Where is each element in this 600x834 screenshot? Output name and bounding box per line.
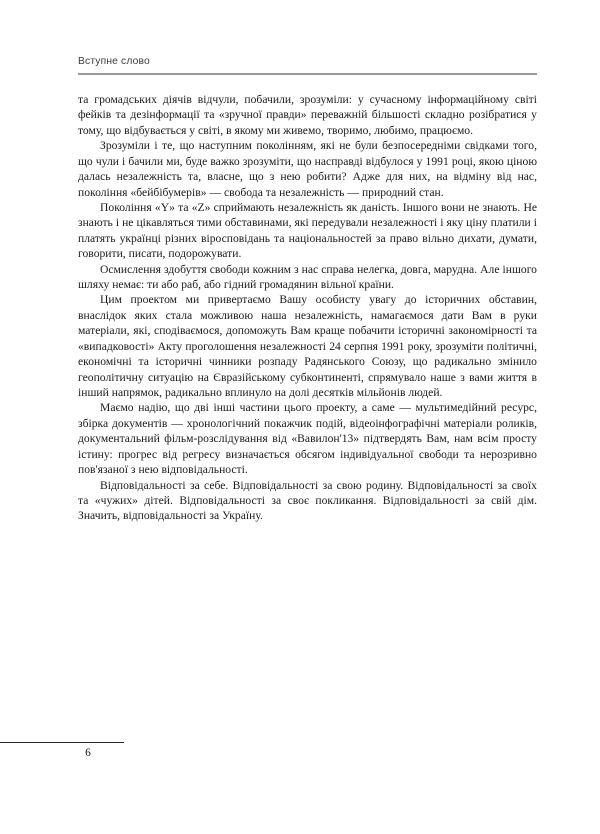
footer-rule [0,742,124,743]
running-head [78,55,537,75]
body-paragraph: Зрозуміли і те, що наступним поколінням, які не були безпосередніми свідками того, що чули і бачили ми, буде важко зрозуміти, що насправді відбулося у 1991 році, якою ціною далась незалежність та, власне, що з нею робити? Адже для них, на відміну від нас, покоління «бейбібумерів» — свобода та незалежність — природний стан. [78,139,537,199]
body-paragraph: та громадських діячів відчули, побачили, зрозуміли: у сучасному інформаційному світі фейків та дезінформації та «зручної правди» переважній більшості складно розібратися у тому, що відбувається у світі, в якому ми живемо, творимо, любимо, працюємо. [78,93,537,137]
running-head-title: Вступне слово [78,56,150,67]
page-footer [0,742,124,760]
page-number: 6 [85,747,91,760]
running-head-rule [78,73,537,75]
body-paragraph: Цим проектом ми привертаємо Вашу особисту увагу до історичних обставин, внаслідок яких стала можливою наша незалежність, намагаємося дати Вам в руки матеріали, які, сподіваємося, допоможуть Вам краще побачити історичні закономірності та «випадковості» Акту проголошення незалежності 24 серпня 1991 року, зрозуміти політичні, економічні та історичні чинники розпаду Радянського Союзу, що радикально змінило геополітичну ситуацію на Євразійському субконтиненті, спрямувало наше з вами життя в інший напрямок, радикально вплинуло на долі десятків мільйонів людей. [78,293,537,400]
body-paragraph: Осмислення здобуття свободи кожним з нас справа нелегка, довга, марудна. Але іншого шляху немає: ти або раб, або гідний громадянин вільної країни. [78,262,537,292]
body-paragraph: Відповідальності за себе. Відповідальності за свою родину. Відповідальності за своїх та «чужих» дітей. Відповідальності за своє покликання. Відповідальності за свій дім. Значить, відповідальності за Україну. [78,478,537,523]
body-text-column [78,92,537,524]
body-paragraph: Маємо надію, що дві інші частини цього проекту, а саме — мультимедійний ресурс, збірка документів — хронологічний покажчик подій, відеоінфографічні матеріали роликів, документальний фільм-розслідування від «Вавилон'13» підтвердять Вам, нам всім просту істину: прогрес від регресу визначається обсягом індивідуальної свободи та нерозривно пов'язаної з нею відповідальності. [78,401,537,477]
body-paragraph: Покоління «Y» та «Z» сприймають незалежність як даність. Іншого вони не знають. Не знають і не цікавляться тими обставинами, які передували незалежності і яку ціну платили і платять українці різних віросповідань та національностей за право вільно дихати, думати, говорити, писати, подорожувати. [78,200,537,261]
